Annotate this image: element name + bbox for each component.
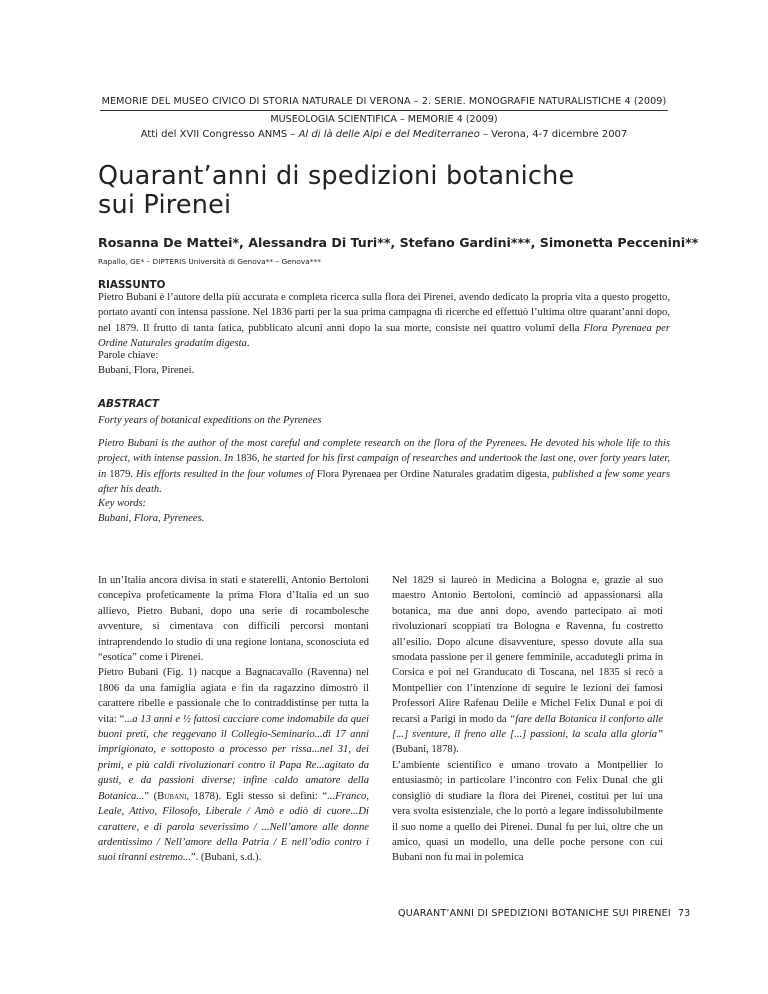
abstract-text-c: . His efforts resulted in the four volumes of [130,468,317,480]
body-text: ” ( [144,790,158,802]
abstract-year-2: 1879 [109,468,131,480]
body-paragraph: L’ambiente scientifico e umano trovato a Montpellier lo entusiasmò; in particolare l’incontro con Felix Dunal che gli consigliò di studiare la flora dei Pirenei, costituì per lui una vera svolta esistenziale, che lo portò a legare indissolubilmente il suo nome a quello dei Pirenei. Dunal fu per lui, oltre che un amico, quasi un modello, una delle poche persone con cui Bubani non fu mai in polemica [392,759,663,864]
body-paragraph: In un’Italia ancora divisa in stati e staterelli, Antonio Bertoloni concepiva profeticamente la prima Flora d’Italia ed un suo allievo, Pietro Bubani, dopo una serie di rocambolesche avventure, si cimentava con difficili percorsi montani intraprendendo lo studio di una regione lontana, sconosciuta ed “esotica” come i Pirenei. [98,575,369,664]
keywords-en: Bubani, Flora, Pyrenees. [98,513,205,524]
abstract-title: Forty years of botanical expeditions on the Pyrenees [98,415,322,426]
abstract-text-b: , he started for his first campaign of researches and undertook the last one, over forty years later, in [98,453,670,480]
keywords-it-label: Parole chiave: [98,350,159,361]
article-title [98,162,658,220]
riassunto-text-a: Pietro Bubani è l’autore della più accurata e completa ricerca sulla flora dei Pirenei, avendo dedicato la propria vita a questo progetto, portato avanti con intensa passione. Nel 1836 partì per la sua prima campagna di ricerche ed effettuò l’ultima oltre quarant’anni dopo, nel 1879. Il frutto di tanta fatica, pubblicato alcuni anni dopo la sua morte, consiste nei quattro volumi della [98,292,670,334]
abstract-text-d: , published a few some years after his death. [98,468,670,496]
title-line-1: Quarant’anni di spedizioni botaniche [98,161,575,191]
abstract-heading: ABSTRACT [98,398,159,410]
body-quote: ...Franco, Leale, Attivo, Filosofo, Liberale / Amò e odiò di cuore...Di carattere, e di parola severissimo / ...Nell’amore alle donne ardentissimo / Nell’amore della Patria / E nell’odio contro i suoi tiranni estremo... [98,790,369,864]
congress-suffix: – Verona, 4-7 dicembre 2007 [479,129,628,140]
riassunto-text [98,290,670,352]
body-text: Nel 1829 si laureò in Medicina a Bologna e, grazie al suo maestro Antonio Bertoloni, cominciò ad appassionarsi alla botanica, ma due anni dopo, avendo partecipato ai moti rivoluzionari scoppiati tra Bologna e Ravenna, fu costretto all’esilio. Dopo alcune disavventure, spesso dovute alla sua smodata passione per il genere femminile, accadutegli prima in Corsica e poi nel Granducato di Toscana, nel 1835 si recò a Montpellier con l’intenzione di seguire le lezioni dei famosi Professori Alire Rafenau Delile e Michel Felix Dunal e poi di recarsi a Parigi in modo da [392,575,663,725]
abstract-text [98,436,670,498]
riassunto-flora-title: Flora Pyrenaea per Ordine Naturales gradatim digesta [98,322,670,350]
body-text: , 1878). Egli stesso si definì: “ [186,790,328,802]
header-divider [100,110,668,111]
author-affiliations: Rapallo, GE* – DIPTERIS Università di Genova** – Genova*** [98,257,321,266]
running-title: QUARANT’ANNI DI SPEDIZIONI BOTANICHE SUI PIRENEI [398,908,671,919]
body-paragraph [98,665,369,865]
keywords-en-label: Key words: [98,498,147,509]
keywords-it: Bubani, Flora, Pirenei. [98,365,195,376]
abstract-flora-title: Flora Pyrenaea per Ordine Naturales gradatim digesta [316,468,547,480]
body-quote: “fare della Botanica il conforto alle [...] sventure, il freno alle [...] passioni, la scala alla gloria” [392,713,664,741]
body-text: ”. (Bubani, s.d.). [190,852,262,864]
body-quote: ...a 13 anni e ½ fattosi cacciare come indomabile da quei buoni preti, che reggevano il Collegio-Seminario...di 17 anni imprigionato, e sottoposto a processo per rissa...nel 31, dei primi, e più caldi rivoluzionari contro il Papa Re...agitato da gusti, e da passioni diverse; infine caldo amatore della Botanica... [98,713,369,802]
abstract-year-1: 1836 [235,453,257,465]
congress-prefix: Atti del XVII Congresso ANMS – [140,129,299,140]
journal-series-line: MEMORIE DEL MUSEO CIVICO DI STORIA NATURALE DI VERONA – 2. SERIE. MONOGRAFIE NATURALISTICHE 4 (2009) [101,96,667,107]
abstract-text-a: Pietro Bubani is the author of the most careful and complete research on the flora of the Pyrenees. He devoted his whole life to this project, with intense passion. In [98,438,670,465]
riassunto-heading: RIASSUNTO [98,279,166,291]
title-line-2: sui Pirenei [98,190,232,220]
congress-title: Al di là delle Alpi e del Mediterraneo [298,129,480,140]
body-text: Pietro Bubani (Fig. 1) nacque a Bagnacavallo (Ravenna) nel 1806 da una famiglia agiata e fin da ragazzino dimostrò il carattere ribelle e passionale che lo contraddistinse per tutta la vita: “ [98,667,369,725]
congress-line [0,129,768,140]
page-number: 73 [678,908,691,919]
body-text: (Bubani, 1878). [392,744,459,756]
author-list: Rosanna De Mattei*, Alessandra Di Turi**, Stefano Gardini***, Simonetta Peccenini** [98,235,699,250]
museologia-series-line: MUSEOLOGIA SCIENTIFICA – MEMORIE 4 (2009) [270,114,498,125]
riassunto-text-b: . [246,338,250,350]
body-column-right [392,573,663,866]
body-paragraph [392,573,663,758]
body-citation: Bubani [157,790,187,802]
body-column-left [98,573,369,866]
